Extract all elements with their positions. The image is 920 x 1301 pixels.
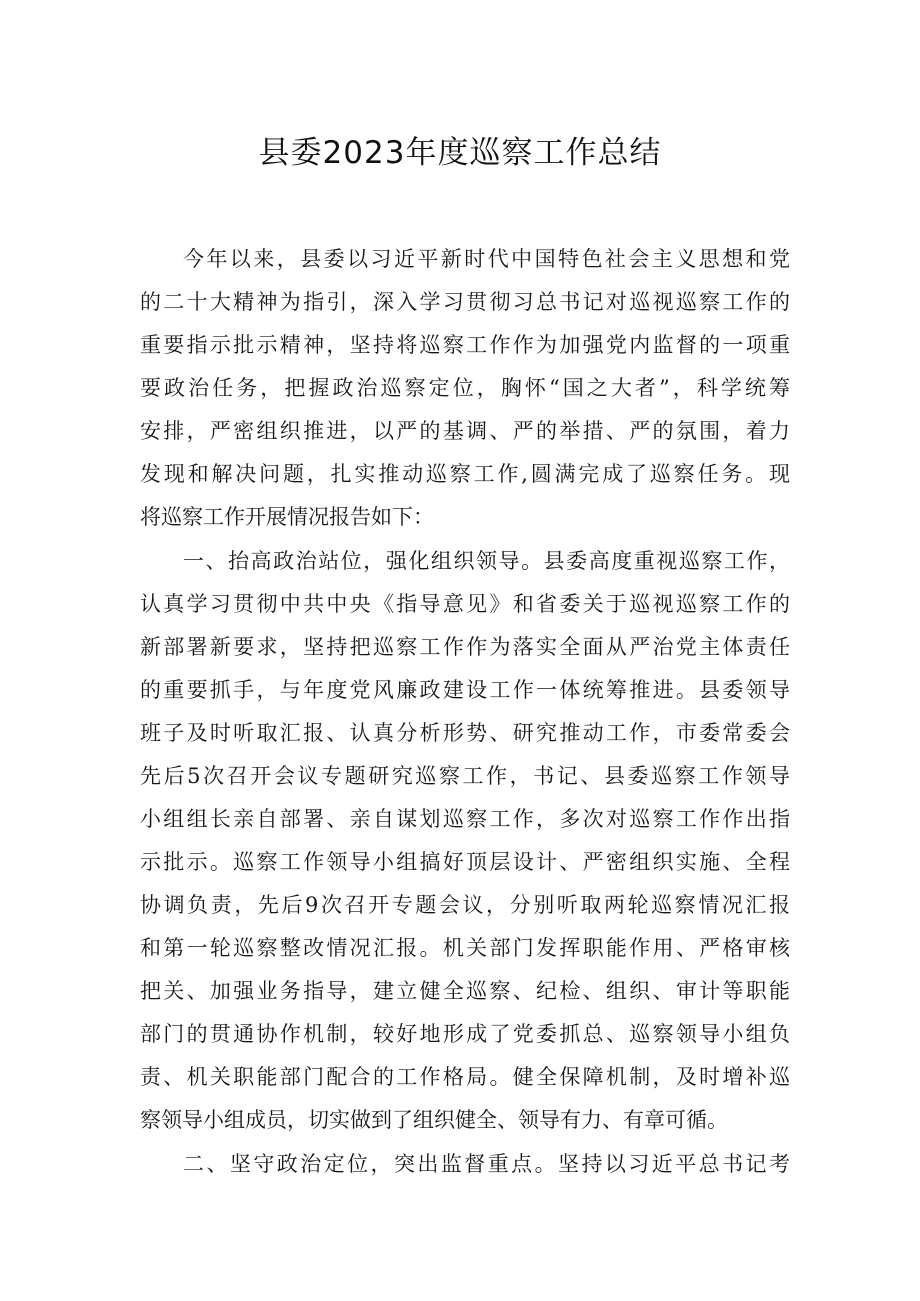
paragraph-line: 和第一轮巡察整改情况汇报。机关部门发挥职能作用、严格审核 bbox=[140, 936, 790, 960]
paragraph-line: 发现和解决问题，扎实推动巡察工作,圆满完成了巡察任务。现 bbox=[140, 462, 790, 486]
paragraph-line: 责、机关职能部门配合的工作格局。健全保障机制，及时增补巡 bbox=[140, 1065, 790, 1089]
paragraph-line: 新部署新要求，坚持把巡察工作作为落实全面从严治党主体责任 bbox=[140, 635, 790, 659]
paragraph-line: 班子及时听取汇报、认真分析形势、研究推动工作，市委常委会 bbox=[140, 721, 790, 745]
paragraph-line: 协调负责，先后9次召开专题会议，分别听取两轮巡察情况汇报 bbox=[140, 893, 790, 917]
paragraph-line: 二、坚守政治定位，突出监督重点。坚持以习近平总书记考 bbox=[183, 1152, 790, 1176]
paragraph-line: 要政治任务，把握政治巡察定位，胸怀“国之大者”，科学统筹 bbox=[140, 376, 790, 400]
paragraph-line: 察领导小组成员，切实做到了组织健全、领导有力、有章可循。 bbox=[140, 1108, 728, 1132]
paragraph-line: 将巡察工作开展情况报告如下： bbox=[140, 505, 434, 529]
paragraph-line: 安排，严密组织推进，以严的基调、严的举措、严的氛围，着力 bbox=[140, 419, 790, 443]
paragraph-line: 一、抬高政治站位，强化组织领导。县委高度重视巡察工作， bbox=[183, 549, 790, 573]
paragraph-line: 把关、加强业务指导，建立健全巡察、纪检、组织、审计等职能 bbox=[140, 979, 790, 1003]
paragraph-line: 的重要抓手，与年度党风廉政建设工作一体统筹推进。县委领导 bbox=[140, 678, 790, 702]
paragraph-line: 今年以来，县委以习近平新时代中国特色社会主义思想和党 bbox=[183, 247, 790, 271]
paragraph-line: 小组组长亲自部署、亲自谋划巡察工作，多次对巡察工作作出指 bbox=[140, 807, 790, 831]
paragraph-line: 的二十大精神为指引，深入学习贯彻习总书记对巡视巡察工作的 bbox=[140, 290, 790, 314]
paragraph-line: 重要指示批示精神，坚持将巡察工作作为加强党内监督的一项重 bbox=[140, 333, 790, 357]
paragraph-line: 部门的贯通协作机制，较好地形成了党委抓总、巡察领导小组负 bbox=[140, 1022, 790, 1046]
paragraph-line: 先后5次召开会议专题研究巡察工作，书记、县委巡察工作领导 bbox=[140, 764, 790, 788]
paragraph-line: 认真学习贯彻中共中央《指导意见》和省委关于巡视巡察工作的 bbox=[140, 592, 790, 616]
document-title: 县委2023年度巡察工作总结 bbox=[258, 135, 662, 171]
paragraph-line: 示批示。巡察工作领导小组搞好顶层设计、严密组织实施、全程 bbox=[140, 850, 790, 874]
